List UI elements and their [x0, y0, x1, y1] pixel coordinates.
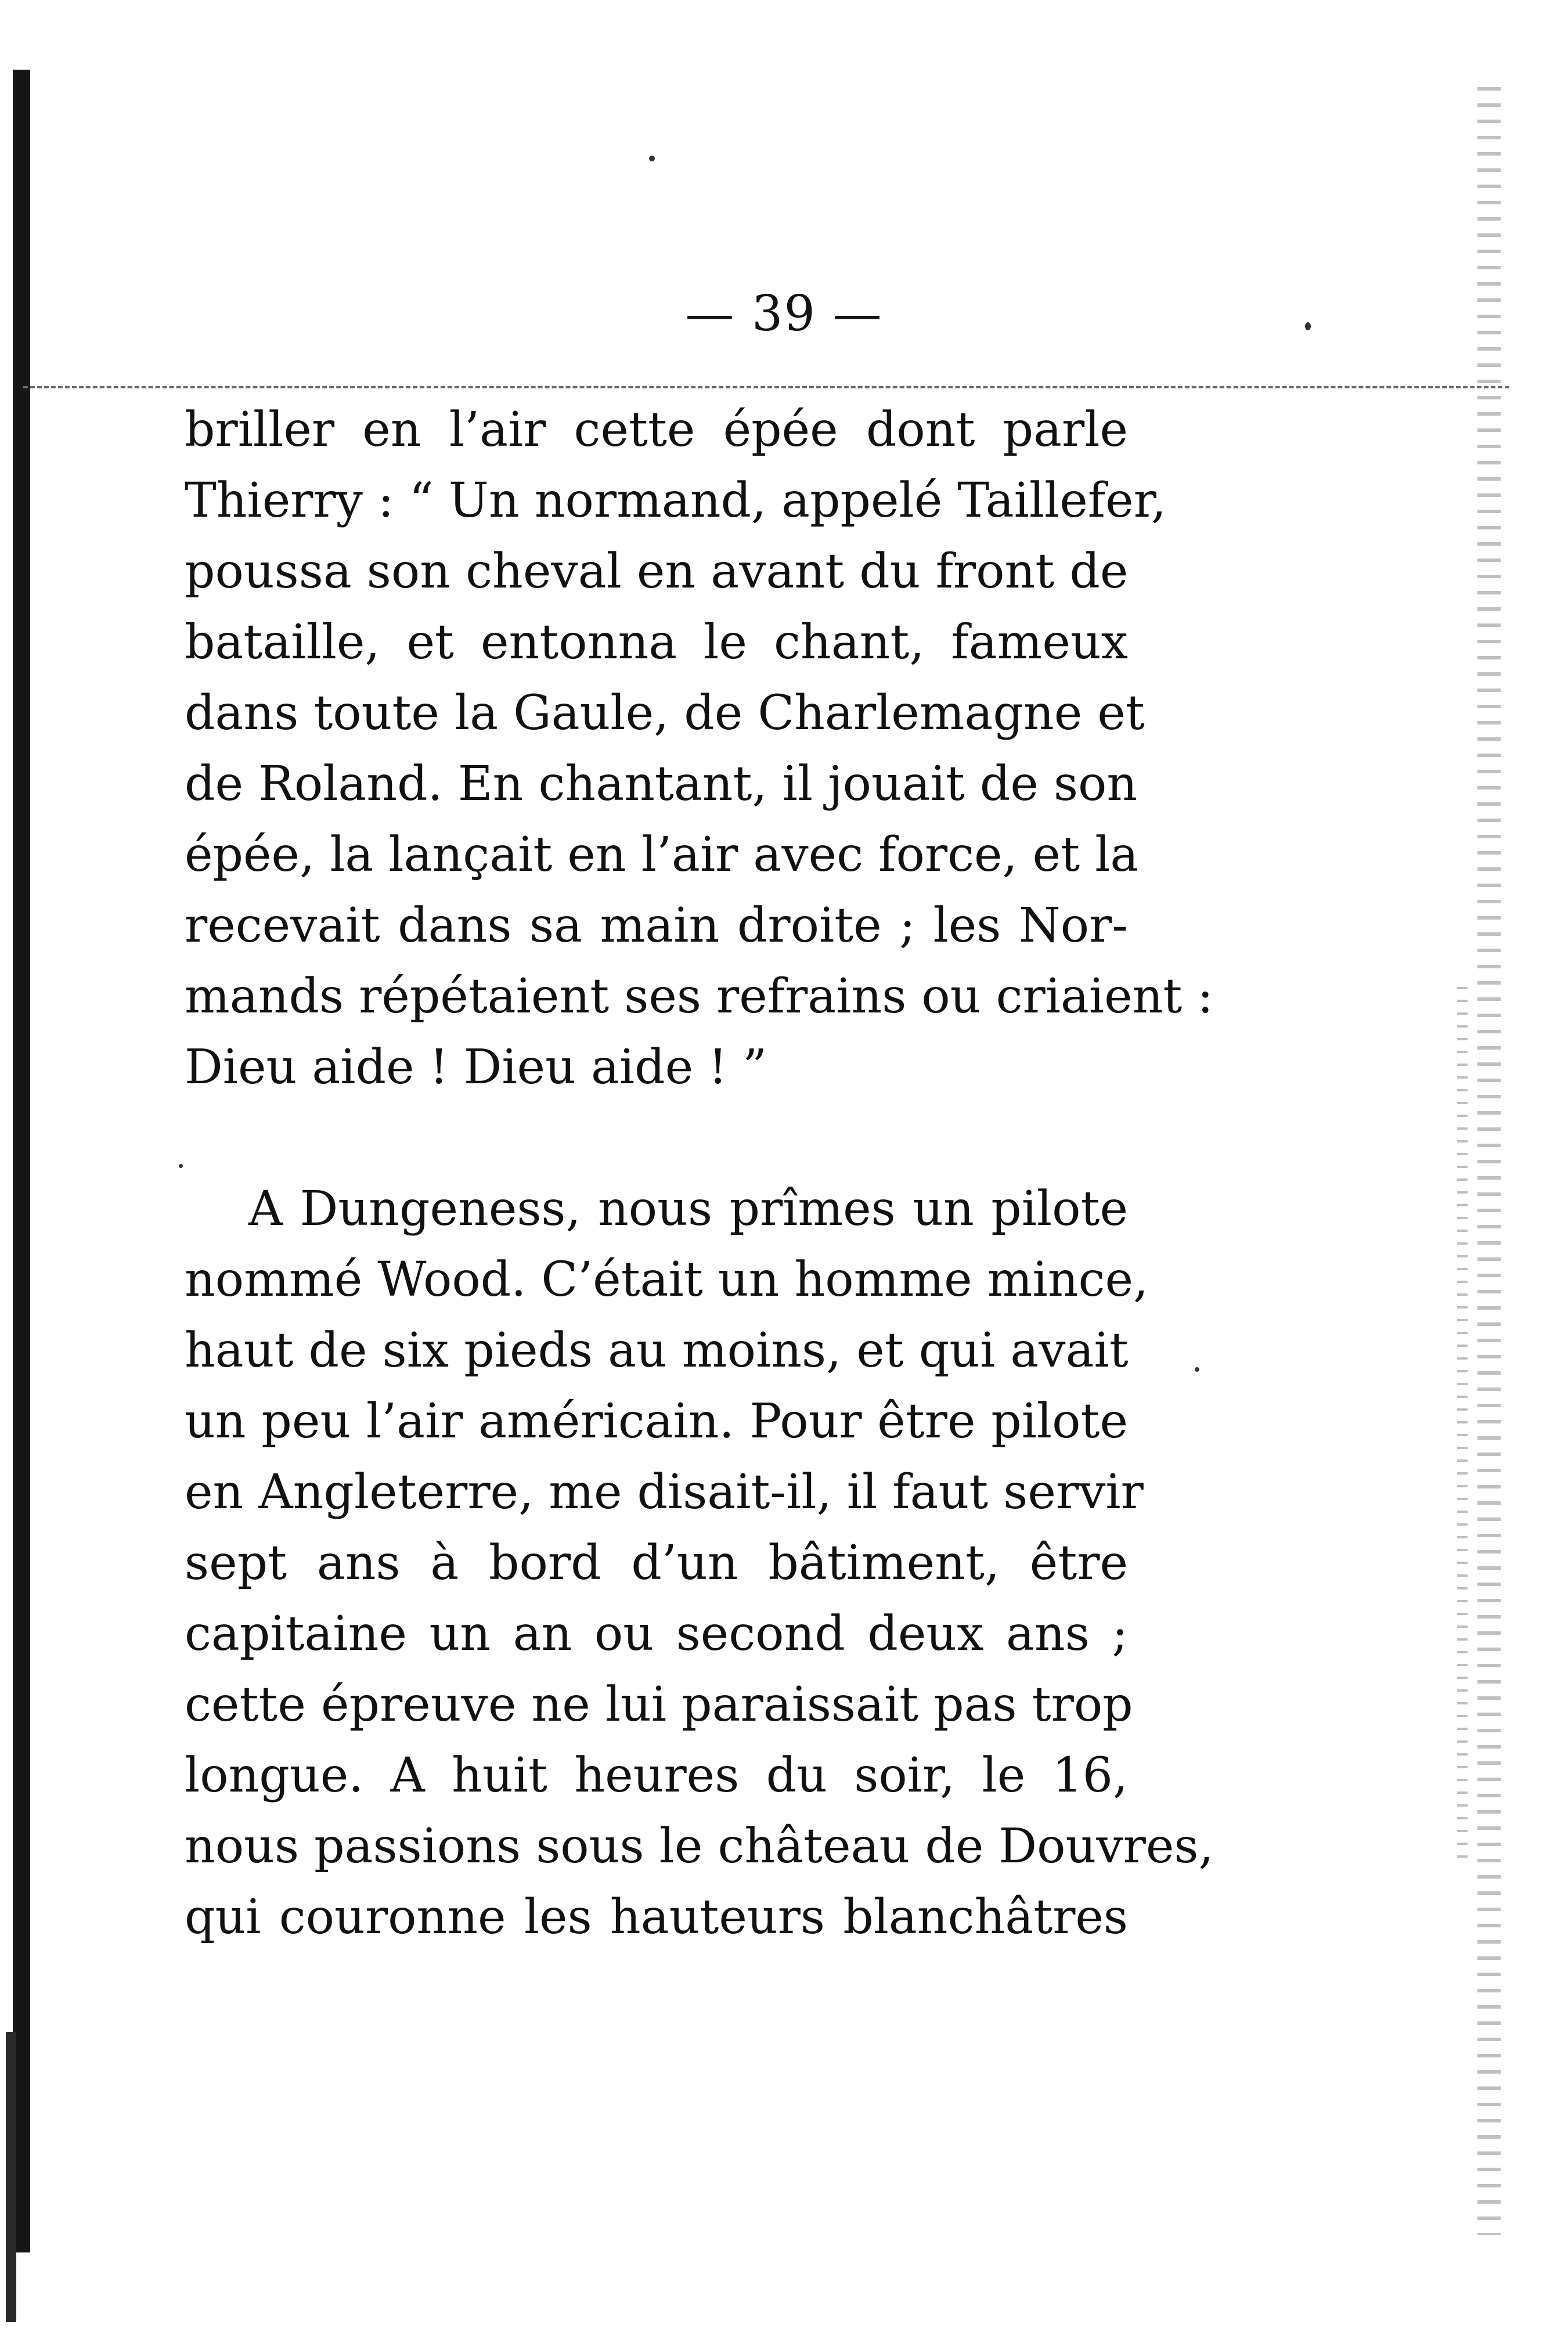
text-line: bataille, et entonna le chant, fameux	[185, 615, 1128, 670]
text-line: mands répétaient ses refrains ou criaient :	[185, 969, 1214, 1024]
scan-speck	[179, 1164, 183, 1168]
scan-speck	[1195, 1367, 1199, 1372]
text-line: sept ans à bord d’un bâtiment, être	[185, 1536, 1128, 1591]
binding-edge-left	[13, 70, 30, 2252]
text-line: recevait dans sa main droite ; les Nor-	[185, 898, 1128, 953]
paragraph-2	[185, 1174, 1214, 1953]
text-line: poussa son cheval en avant du front de	[185, 544, 1129, 599]
paragraph-1	[185, 395, 1214, 1103]
text-line: de Roland. En chantant, il jouait de son	[185, 756, 1138, 812]
text-line: Thierry : “ Un normand, appelé Taillefer,	[185, 473, 1166, 528]
text-line: nommé Wood. C’était un homme mince,	[185, 1252, 1149, 1307]
text-line: briller en l’air cette épée dont parle	[185, 402, 1128, 457]
text-line: un peu l’air américain. Pour être pilote	[185, 1394, 1128, 1449]
text-line: qui couronne les hauteurs blanchâtres	[185, 1890, 1128, 1945]
text-line: A Dungeness, nous prîmes un pilote	[248, 1181, 1128, 1237]
gutter-speckles-right	[1477, 87, 1501, 2235]
scan-speck	[649, 156, 655, 161]
text-line: cette épreuve ne lui paraissait pas trop	[185, 1677, 1133, 1732]
text-line: longue. A huit heures du soir, le 16,	[185, 1748, 1128, 1803]
text-line: dans toute la Gaule, de Charlemagne et	[185, 686, 1145, 741]
page-number: — 39 —	[685, 285, 883, 342]
text-line: épée, la lançait en l’air avec force, et la	[185, 827, 1139, 882]
binding-edge-left-lower	[6, 2032, 16, 2322]
gutter-speckles-right-inner	[1457, 987, 1468, 1858]
text-line: haut de six pieds au moins, et qui avait	[185, 1323, 1129, 1378]
text-line: nous passions sous le château de Douvres,	[185, 1819, 1214, 1874]
paragraph-gap	[185, 1103, 1128, 1174]
body-text	[185, 395, 1214, 1953]
text-line: capitaine un an ou second deux ans ;	[185, 1606, 1128, 1661]
text-line: en Angleterre, me disait-il, il faut servir	[185, 1465, 1144, 1520]
header-rule	[23, 386, 1509, 388]
text-line: Dieu aide ! Dieu aide ! ”	[185, 1040, 767, 1095]
